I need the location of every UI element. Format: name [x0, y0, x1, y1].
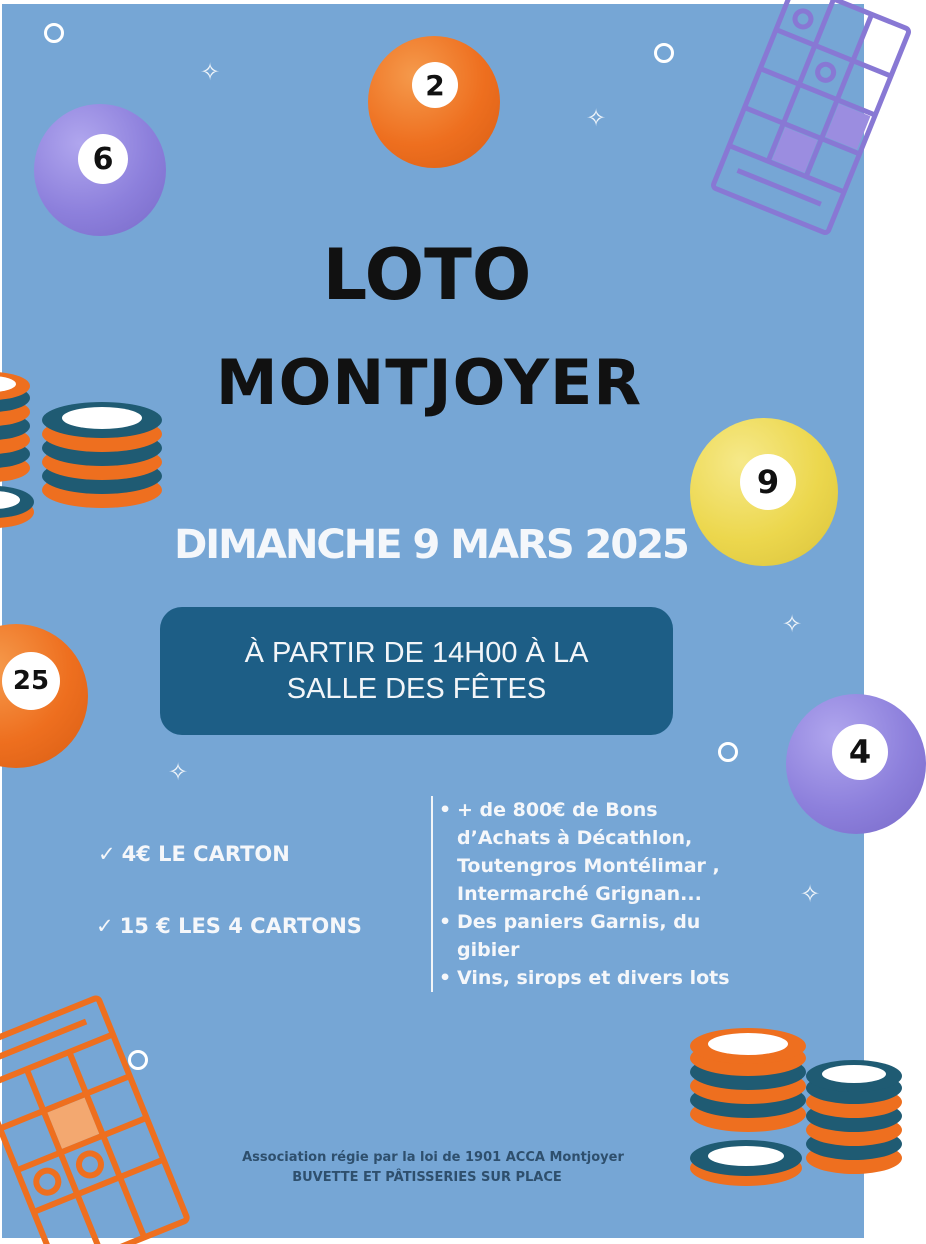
prize-line: Toutengros Montélimar , — [457, 855, 720, 877]
poster-title-line1: LOTO — [322, 234, 532, 316]
prize-line: + de 800€ de Bons — [457, 799, 658, 821]
ball-number: 6 — [78, 134, 128, 184]
ball-number: 4 — [832, 724, 888, 780]
prize-line: gibier — [457, 939, 520, 961]
bingo-card-icon — [718, 4, 878, 234]
prize-line: d’Achats à Décathlon, — [457, 827, 693, 849]
ring-icon — [718, 742, 738, 762]
price-item — [98, 842, 290, 866]
sparkle-icon: ✧ — [200, 58, 221, 86]
bingo-ball-icon — [368, 36, 500, 168]
price-label: 15 € LES 4 CARTONS — [119, 914, 362, 938]
poster-title-line2: MONTJOYER — [215, 346, 643, 419]
ring-icon — [128, 1050, 148, 1070]
venue-line1: À PARTIR DE 14H00 À LA — [244, 637, 589, 669]
sparkle-icon: ✧ — [800, 880, 821, 908]
venue-line2: SALLE DES FÊTES — [286, 673, 547, 705]
sparkle-icon: ✧ — [782, 610, 803, 638]
bullet-icon: • — [439, 967, 452, 989]
prize-line: Intermarché Grignan... — [457, 883, 702, 905]
check-icon: ✓ — [96, 914, 114, 938]
prize-line: Vins, sirops et divers lots — [457, 967, 730, 989]
footer-association: Association régie par la loi de 1901 ACCA Montjoyer — [242, 1150, 624, 1165]
ball-number: 25 — [2, 652, 60, 710]
ball-number: 2 — [412, 62, 458, 108]
venue-banner — [160, 607, 673, 735]
sparkle-icon: ✧ — [586, 104, 607, 132]
prize-item — [433, 964, 793, 992]
check-icon: ✓ — [98, 842, 116, 866]
bingo-ball-icon — [0, 624, 88, 768]
loto-poster — [2, 4, 872, 1238]
bingo-ball-icon — [34, 104, 166, 236]
bullet-icon: • — [439, 799, 452, 821]
ring-icon — [44, 23, 64, 43]
bingo-card-icon — [0, 994, 172, 1244]
event-date: DIMANCHE 9 MARS 2025 — [174, 522, 688, 568]
sparkle-icon: ✧ — [168, 758, 189, 786]
price-item — [96, 914, 362, 938]
prize-line: Des paniers Garnis, du — [457, 911, 701, 933]
ball-number: 9 — [740, 454, 796, 510]
prize-list — [431, 796, 793, 992]
bullet-icon: • — [439, 911, 452, 933]
prize-item — [433, 796, 793, 908]
prize-item — [433, 908, 793, 964]
price-label: 4€ LE CARTON — [121, 842, 290, 866]
bingo-ball-icon — [786, 694, 926, 834]
ring-icon — [654, 43, 674, 63]
footer-refreshments: BUVETTE ET PÂTISSERIES SUR PLACE — [292, 1170, 562, 1185]
